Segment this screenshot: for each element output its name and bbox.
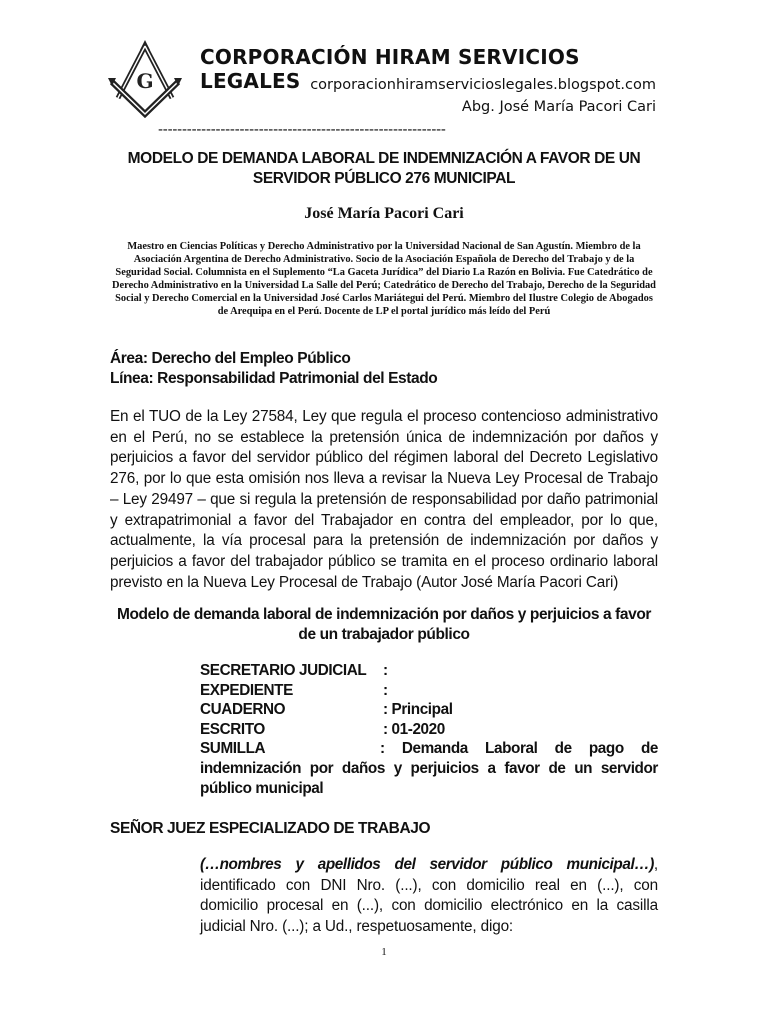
meta-value: :: [383, 681, 388, 699]
meta-label: CUADERNO: [200, 701, 286, 719]
meta-row-cuaderno: [200, 700, 658, 720]
meta-label: ESCRITO: [200, 720, 265, 738]
firm-author: Abg. José María Pacori Cari: [461, 99, 656, 115]
intro-paragraph: En el TUO de la Ley 27584, Ley que regula el proceso contencioso administrativo en el Perú, no se establece la pretensión única de indemnización por daños y perjuicios a favor del servidor público del régimen laboral del Decreto Legislativo 276, por lo que esta omisión nos lleva a revisar la Nueva Ley Procesal de Trabajo – Ley 29497 – que si regula la pretensión de responsabilidad por daño patrimonial y extrapatrimonial a favor del Trabajador en contra del empleador, por lo que, actualmente, la vía procesal para la pretensión de indemnización por daños y perjuicios a favor del trabajador público se tramita en el proceso ordinario laboral previsto en la Nueva Ley Procesal de Trabajo (Autor José María Pacori Cari): [110, 408, 658, 591]
area-label: Área: Derecho del Empleo Público: [110, 350, 351, 367]
area-block: [110, 349, 658, 389]
meta-value: : 01-2020: [383, 720, 445, 738]
logo-letter: G: [136, 69, 154, 93]
square-and-compass-icon: [104, 38, 186, 118]
sumilla-label: SUMILLA: [200, 740, 266, 758]
case-metadata: [200, 661, 658, 798]
petitioner-paragraph: [200, 855, 658, 937]
sumilla-value: : Demanda Laboral de pago de indemnización por daños y perjuicios a favor de un servidor público municipal: [200, 740, 658, 797]
firm-name: CORPORACIÓN HIRAM SERVICIOS LEGALES: [200, 45, 580, 93]
meta-row-secretario: [200, 661, 658, 681]
logo: [104, 38, 186, 118]
meta-label: SECRETARIO JUDICIAL: [200, 662, 367, 679]
separator-line: ------------------------------------------------------------: [158, 121, 446, 138]
petitioner-name: (…nombres y apellidos del servidor público municipal…): [200, 856, 654, 873]
model-title: Modelo de demanda laboral de indemnización por daños y perjuicios a favor de un trabajador público: [116, 606, 652, 643]
author-name: José María Pacori Cari: [304, 205, 464, 222]
page-number: 1: [381, 946, 387, 958]
firm-blog-link[interactable]: corporacionhiramservicioslegales.blogspot.com: [310, 77, 656, 93]
meta-row-expediente: [200, 681, 658, 701]
meta-row-sumilla: [200, 739, 658, 798]
meta-row-escrito: [200, 720, 658, 740]
court-addressee: SEÑOR JUEZ ESPECIALIZADO DE TRABAJO: [110, 820, 431, 837]
author-bio: Maestro en Ciencias Políticas y Derecho Administrativo por la Universidad Nacional de San Agustín. Miembro de la Asociación Argentina de Derecho Administrativo. Socio de la Asociación Española de Derecho del Trabajo y de la Seguridad Social. Columnista en el Suplemento “La Gaceta Jurídica” del Diario La Razón en Bolivia. Fue Catedrático de Derecho Administrativo en la Universidad La Salle del Perú; Catedrático de Derecho del Trabajo, Derecho de la Seguridad Social y Derecho Comercial en la Universidad José Carlos Mariátegui del Perú. Miembro del Ilustre Colegio de Abogados de Arequipa en el Perú. Docente de LP el portal jurídico más leído del Perú: [112, 241, 656, 317]
meta-label: EXPEDIENTE: [200, 681, 293, 699]
meta-value: :: [383, 662, 388, 679]
meta-value: : Principal: [383, 701, 453, 719]
petitioner-text: , identificado con DNI Nro. (...), con domicilio real en (...), con domicilio procesal en (...), con domicilio electrónico en la casilla judicial Nro. (...); a Ud., respetuosamente, digo:: [200, 856, 658, 935]
document-title: MODELO DE DEMANDA LABORAL DE INDEMNIZACIÓN A FAVOR DE UN SERVIDOR PÚBLICO 276 MUNICIPAL: [127, 150, 641, 187]
line-label: Línea: Responsabilidad Patrimonial del Estado: [110, 370, 438, 387]
